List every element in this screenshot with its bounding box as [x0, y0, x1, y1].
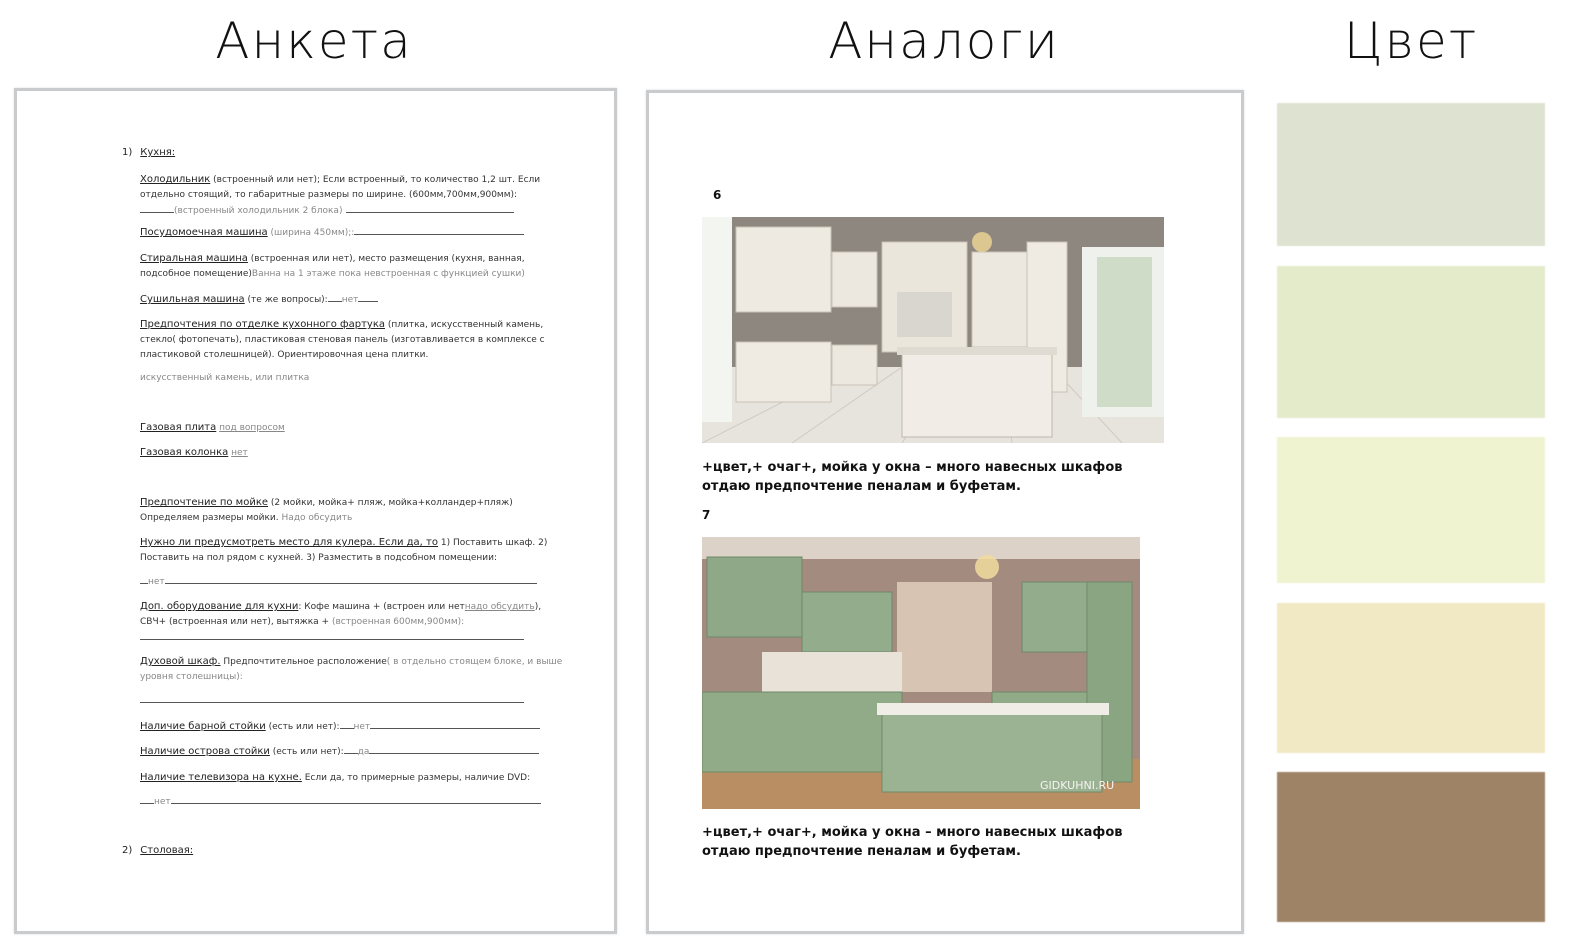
item-answer: нет: [341, 295, 359, 305]
swatch-light-green: [1277, 266, 1545, 418]
item-answer: нет: [148, 577, 165, 587]
swatch-brown: [1277, 772, 1545, 922]
swatch-beige: [1277, 603, 1545, 753]
item-answer: нет: [154, 797, 171, 807]
item-title: Газовая плита: [140, 422, 217, 433]
swatch-sage: [1277, 103, 1545, 246]
item-answer-2: (встроенная 600мм,900мм):: [331, 617, 465, 627]
analog-number: 6: [713, 188, 722, 202]
item-answer: да: [357, 747, 370, 757]
item-text: (те же вопросы):: [244, 295, 328, 305]
item-title: Стиральная машина: [140, 253, 248, 264]
item-title: Наличие барной стойки: [140, 721, 266, 732]
item-text: (встроенная или нет), место размещения (кухня, ванная, подсобное помещение): [140, 254, 525, 279]
item-text: : Кофе машина + (встроен или нет: [298, 602, 465, 612]
item-title: Доп. оборудование для кухни: [140, 601, 299, 612]
item-title: Посудомоечная машина: [140, 227, 268, 238]
item-oven: [140, 654, 570, 709]
item-sink: [140, 495, 570, 526]
backsplash-answer: искусственный камень, или плитка: [140, 373, 310, 383]
section-title: Кухня:: [140, 147, 176, 158]
analog-number: 7: [702, 508, 711, 522]
item-text: (встроенный или нет); Если встроенный, то количество 1,2 шт. Если отдельно стоящий, то габаритные размеры по ширине. (600мм,700мм,900мм):: [140, 175, 541, 200]
item-title: Предпочтение по мойке: [140, 497, 269, 508]
item-answer: под вопросом: [219, 423, 285, 433]
item-answer: Ванна на 1 этаже пока невстроенная с функцией сушки): [251, 269, 525, 279]
item-title: Сушильная машина: [140, 294, 245, 305]
watermark: GIDKUHNI.RU: [1040, 779, 1115, 792]
item-text: (ширина 450мм);:: [267, 228, 355, 238]
item-answer: ( в отдельно стоящем блоке, и выше уровня столешницы):: [140, 657, 563, 682]
item-text: (2 мойки, мойка+ пляж, мойка+колландер+пляж): [268, 498, 513, 508]
item-text: 1) Поставить шкаф. 2) Поставить на пол рядом с кухней. 3) Разместить в подсобном помещении:: [140, 538, 548, 563]
item-text: (есть или нет):: [269, 747, 344, 757]
item-title: Наличие острова стойки: [140, 746, 270, 757]
item-title: Наличие телевизора на кухне.: [140, 772, 302, 783]
item-dishwasher: [140, 225, 570, 241]
item-backsplash: [140, 317, 570, 363]
item-tv: [140, 770, 570, 786]
item-island: [140, 744, 570, 760]
kitchen-photo-white: [702, 217, 1164, 443]
item-cooler: [140, 535, 570, 566]
heading-analogi: Аналоги: [828, 12, 1060, 70]
item-text: (есть или нет):: [265, 722, 340, 732]
item-answer: Надо обсудить: [281, 513, 353, 523]
section-number: 2): [122, 845, 133, 856]
item-washer: [140, 251, 570, 282]
section-title: Столовая:: [140, 845, 194, 856]
item-title: Холодильник: [140, 174, 211, 185]
section-kitchen: [122, 147, 175, 158]
item-text: Если да, то примерные размеры, наличие DVD:: [301, 773, 531, 783]
item-answer: (встроенный холодильник 2 блока): [174, 206, 343, 216]
section-dining: [122, 845, 193, 856]
cooler-answer-row: [140, 574, 570, 590]
kitchen-photo-green: [702, 537, 1140, 809]
item-bar: [140, 719, 570, 735]
item-dryer: [140, 292, 570, 308]
item-extra-equipment: [140, 599, 570, 646]
item-text-2: ), СВЧ+ (встроенная или нет), вытяжка +: [140, 602, 542, 627]
item-fridge: [140, 172, 570, 219]
item-answer: нет: [231, 448, 248, 458]
item-title: Нужно ли предусмотреть место для кулера. Если да, то: [140, 537, 438, 548]
heading-color: Цвет: [1343, 12, 1479, 70]
item-title: Предпочтения по отделке кухонного фартука: [140, 319, 385, 330]
item-text-2: Определяем размеры мойки.: [140, 513, 279, 523]
tv-answer-row: [140, 794, 570, 810]
item-title: Духовой шкаф.: [140, 656, 221, 667]
analog-caption: +цвет,+ очаг+, мойка у окна – много навесных шкафов отдаю предпочтение пеналам и буфетам.: [702, 825, 1123, 859]
item-gas-stove: [140, 420, 570, 436]
heading-anketa: Анкета: [215, 12, 413, 70]
analog-caption: +цвет,+ очаг+, мойка у окна – много навесных шкафов отдаю предпочтение пеналам и буфетам.: [702, 460, 1123, 494]
item-text: (плитка, искусственный камень, стекло( фотопечать), пластиковая стеновая панель (изготавливается в комплексе с пластиковой столешницей). Ориентировочная цена плитки.: [140, 320, 545, 360]
swatch-cream: [1277, 437, 1545, 583]
item-text: Предпочтительное расположение: [220, 657, 387, 667]
section-number: 1): [122, 147, 133, 158]
item-title: Газовая колонка: [140, 447, 229, 458]
item-gas-boiler: [140, 445, 570, 461]
item-answer: надо обсудить: [464, 602, 535, 612]
item-answer: нет: [353, 722, 371, 732]
